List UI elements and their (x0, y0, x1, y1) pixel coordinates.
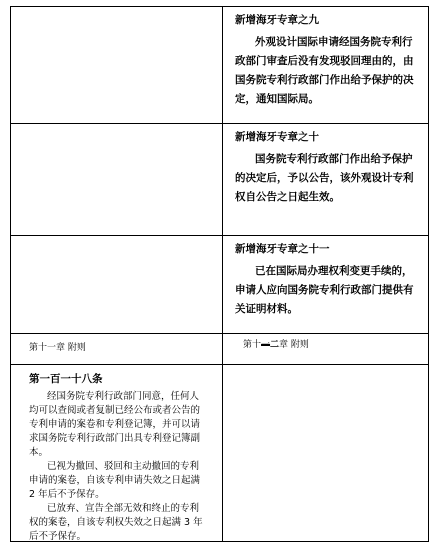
left-cell-empty (11, 7, 223, 123)
inserted-text: 二 (270, 340, 280, 350)
table-row (10, 334, 429, 365)
right-cell (223, 236, 429, 333)
table-row (10, 365, 429, 542)
table-row (10, 7, 429, 124)
right-cell (223, 124, 429, 235)
chapter-heading-right (223, 334, 429, 364)
section-title: 新增海牙专章之九 (235, 14, 319, 26)
article-paragraph: 已视为撤回、驳回和主动撤回的专利申请的案卷，自该专利申请失效之日起满 2 年后不予保存。 (29, 461, 201, 500)
right-cell-empty (223, 365, 429, 541)
table-row (10, 124, 429, 236)
left-cell-empty (11, 124, 223, 235)
chapter-prefix: 第十 (243, 340, 262, 350)
left-cell-empty (11, 236, 223, 333)
right-cell (223, 7, 429, 123)
chapter-suffix: 章 附则 (279, 340, 309, 350)
section-title: 新增海牙专章之十一 (235, 243, 330, 255)
section-title: 新增海牙专章之十 (235, 131, 319, 143)
section-paragraph: 外观设计国际申请经国务院专利行政部门审查后没有发现驳回理由的，由国务院专利行政部门作出给予保护的决定，通知国际局。 (235, 36, 414, 105)
section-paragraph: 已在国际局办理权利变更手续的，申请人应向国务院专利行政部门提供有关证明材料。 (235, 265, 414, 315)
section-paragraph: 国务院专利行政部门作出给予保护的决定后，予以公告，该外观设计专利权自公告之日起生效。 (235, 153, 414, 203)
article-paragraph: 已放弃、宣告全部无效和终止的专利权的案卷，自该专利权失效之日起满 3 年后不予保存。 (29, 503, 203, 542)
article-paragraph: 经国务院专利行政部门同意，任何人均可以查阅或者复制已经公布或者公告的专利申请的案卷和专利登记簿，并可以请求国务院专利行政部门出具专利登记簿副本。 (29, 391, 201, 458)
deleted-text: 一 (261, 340, 271, 350)
comparison-table (10, 6, 429, 542)
table-row (10, 236, 429, 334)
article-heading: 第一百一十八条 (29, 373, 103, 385)
chapter-heading-left: 第十一章 附则 (11, 334, 223, 364)
article-cell (11, 365, 223, 541)
